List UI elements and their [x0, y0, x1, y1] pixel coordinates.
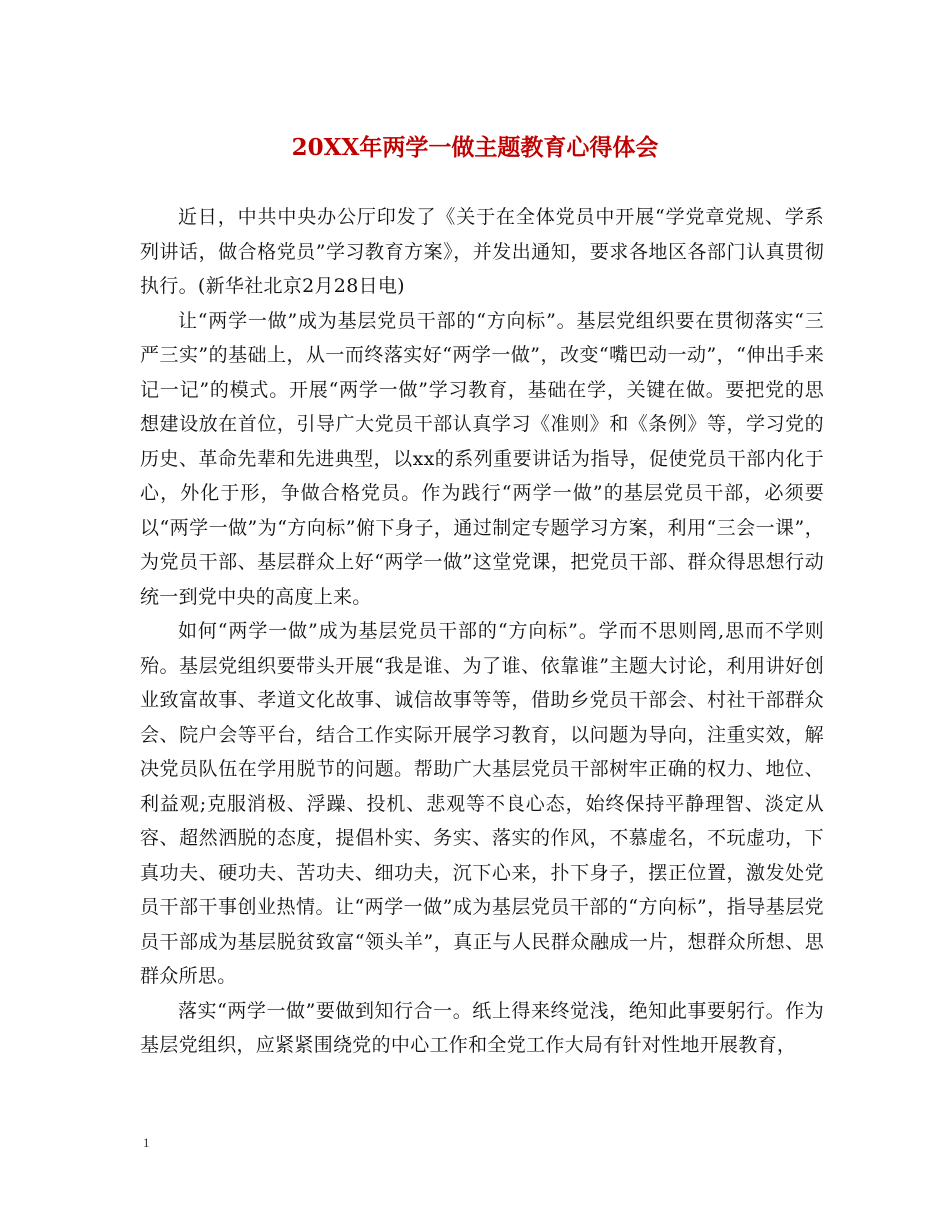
paragraph-how-to: 如何“两学一做”成为基层党员干部的“方向标”。学而不思则罔,思而不学则殆。基层党组织要带头开展“我是谁、为了谁、依靠谁”主题大讨论，利用讲好创业致富故事、孝道文化故事、诚信故事等等，借助乡党员干部会、村社干部群众会、院户会等平台，结合工作实际开展学习教育，以问题为导向，注重实效，解决党员队伍在学用脱节的问题。帮助广大基层党员干部树牢正确的权力、地位、利益观;克服消极、浮躁、投机、悲观等不良心态，始终保持平静理智、淡定从容、超然洒脱的态度，提倡朴实、务实、落实的作风，不慕虚名，不玩虚功，下真功夫、硬功夫、苦功夫、细功夫，沉下心来，扑下身子，摆正位置，激发处党员干部干事创业热情。让“两学一做”成为基层党员干部的“方向标”，指导基层党员干部成为基层脱贫致富“领头羊”，真正与人民群众融成一片，想群众所想、思群众所思。: [140, 620, 824, 987]
paragraph-intro: 近日，中共中央办公厅印发了《关于在全体党员中开展“学党章党规、学系列讲话，做合格党员”学习教育方案》，并发出通知，要求各地区各部门认真贯彻执行。(新华社北京2月28日电): [140, 206, 824, 297]
paragraph-direction-marker: 让“两学一做”成为基层党员干部的“方向标”。基层党组织要在贯彻落实“三严三实”的基础上，从一而终落实好“两学一做”，改变“嘴巴动一动”，“伸出手来记一记”的模式。开展“两学一做”学习教育，基础在学，关键在做。要把党的思想建设放在首位，引导广大党员干部认真学习《准则》和《条例》等，学习党的历史、革命先辈和先进典型，以xx的系列重要讲话为指导，促使党员干部内化于心，外化于形，争做合格党员。作为践行“两学一做”的基层党员干部，必须要以“两学一做”为“方向标”俯下身子，通过制定专题学习方案，利用“三会一课”，为党员干部、基层群众上好“两学一做”这堂党课，把党员干部、群众得思想行动统一到党中央的高度上来。: [140, 309, 824, 608]
paragraph-implementation: 落实“两学一做”要做到知行合一。纸上得来终觉浅，绝知此事要躬行。作为基层党组织，应紧紧围绕党的中心工作和全党工作大局有针对性地开展教育，: [140, 999, 824, 1056]
page-number: 1: [143, 1135, 150, 1150]
document-title: 20XX年两学一做主题教育心得体会: [291, 134, 659, 161]
document-body: [140, 200, 824, 1063]
